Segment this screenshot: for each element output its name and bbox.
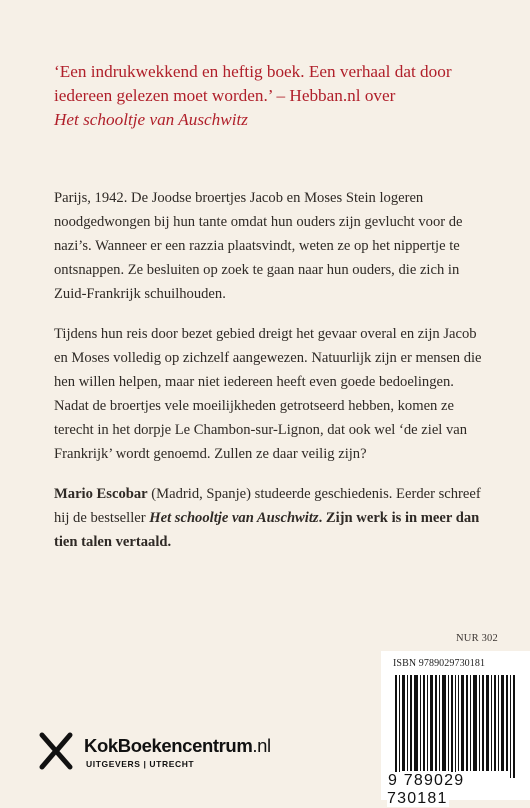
bio-book-title: Het schooltje van Auschwitz	[149, 510, 319, 526]
quote-book-title: Het schooltje van Auschwitz	[54, 110, 248, 129]
bio-text-after: . Zijn werk is in meer dan tien talen vertaald.	[54, 510, 480, 550]
quote-text: ‘Een indrukwekkend en heftig boek. Een verhaal dat door iedereen gelezen moet worden.’ – Hebban.nl over	[54, 62, 452, 105]
barcode-digits-text: 9 789029 730181	[387, 772, 465, 807]
synopsis-paragraph-2: Tijdens hun reis door bezet gebied dreigt het gevaar overal en zijn Jacob en Moses volledig op zichzelf aangewezen. Natuurlijk zijn er mensen die hen willen helpen, maar niet iedereen heeft even goede bedoelingen. Nadat de broertjes vele moeilijkheden getrotseerd hebben, komen ze terecht in het dorpje Le Chambon-sur-Lignon, dat ook wel ‘de ziel van Frankrijk’ wordt genoemd. Zullen ze daar veilig zijn?	[54, 326, 482, 462]
publisher-mark-icon	[34, 729, 78, 773]
publisher-name	[84, 735, 271, 757]
bio-text-before: (Madrid, Spanje) studeerde geschiedenis. Eerder schreef hij de bestseller	[54, 486, 481, 526]
author-bio	[54, 482, 486, 554]
synopsis-paragraph-1: Parijs, 1942. De Joodse broertjes Jacob en Moses Stein logeren noodgedwongen bij hun tante omdat hun ouders zijn gevlucht voor de nazi’s. Wanneer er een razzia plaatsvindt, weten ze op het nippertje te ontsnappen. Ze besluiten op zoek te gaan naar hun ouders, die zich in Zuid-Frankrijk schuilhouden.	[54, 190, 463, 302]
publisher-domain: .nl	[252, 735, 271, 756]
isbn-label: ISBN 9789029730181	[393, 658, 486, 669]
barcode-digits	[387, 772, 527, 808]
review-quote	[54, 60, 499, 132]
publisher-subtitle: UITGEVERS | UTRECHT	[86, 759, 195, 769]
barcode	[381, 651, 530, 807]
publisher-name-bold: KokBoekencentrum	[84, 735, 253, 756]
nur-code: NUR 302	[456, 633, 498, 644]
author-name: Mario Escobar	[54, 486, 148, 502]
publisher-logo	[34, 727, 334, 787]
